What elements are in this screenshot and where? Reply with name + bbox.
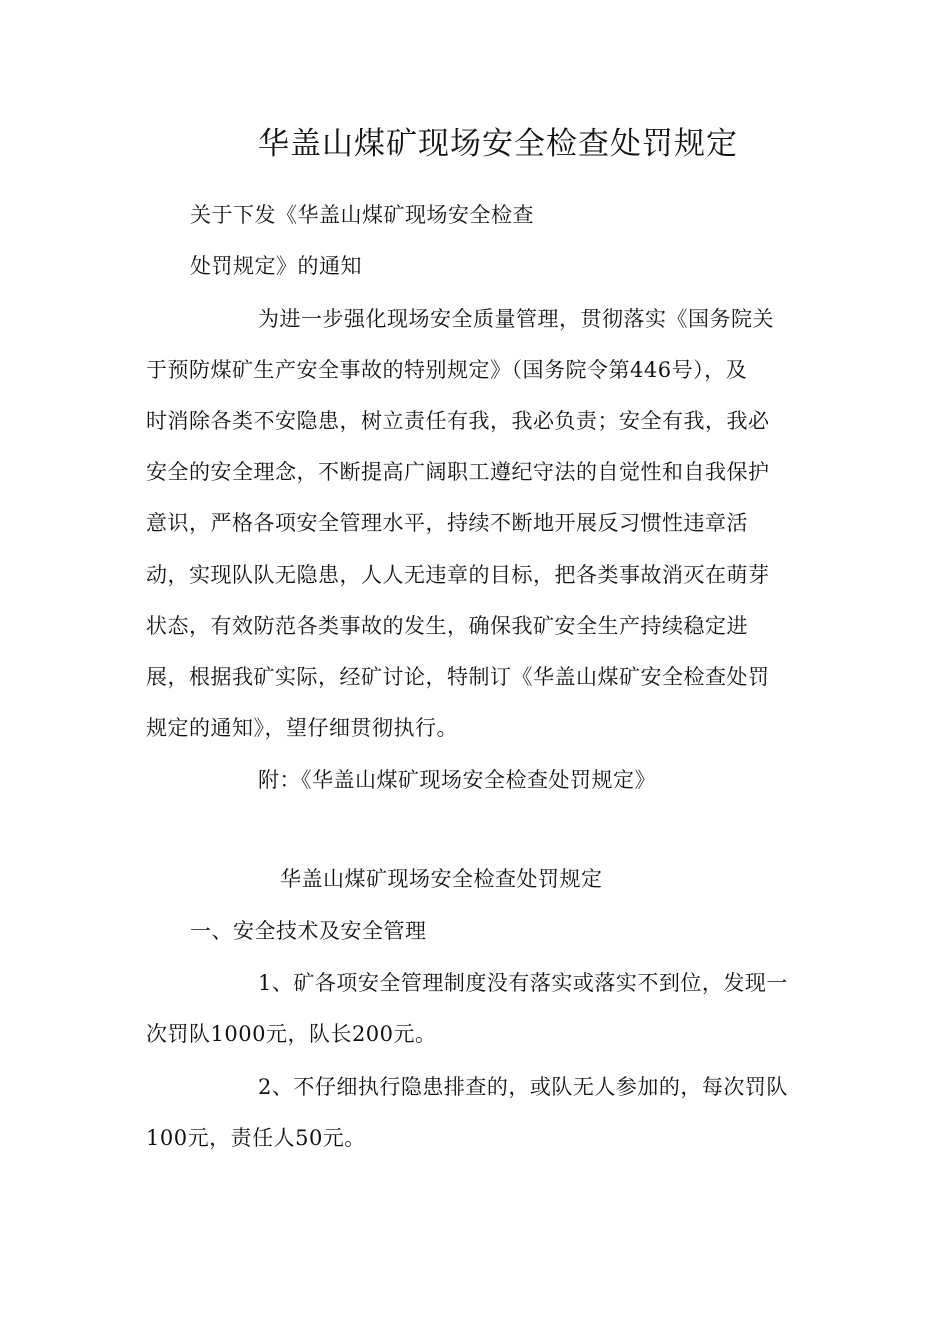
- item-2-line-2: 100元，责任人50元。: [146, 1126, 366, 1150]
- section-1-heading: 一、安全技术及安全管理: [190, 919, 427, 943]
- item-1-line-1: 1、矿各项安全管理制度没有落实或落实不到位，发现一: [258, 971, 788, 995]
- notice-heading-line-1: 关于下发《华盖山煤矿现场安全检查: [190, 203, 534, 227]
- intro-paragraph-line-2: 于预防煤矿生产安全事故的特别规定》（国务院令第446号），及: [146, 358, 748, 382]
- item-2-line-1: 2、不仔细执行隐患排查的，或队无人参加的，每次罚队: [258, 1075, 788, 1099]
- intro-paragraph-line-1: 为进一步强化现场安全质量管理，贯彻落实《国务院关: [258, 307, 774, 331]
- intro-paragraph-line-3: 时消除各类不安隐患，树立责任有我，我必负责；安全有我，我必: [146, 409, 770, 433]
- intro-paragraph-line-5: 意识，严格各项安全管理水平，持续不断地开展反习惯性违章活: [146, 511, 748, 535]
- intro-paragraph-line-9: 规定的通知》，望仔细贯彻执行。: [146, 716, 458, 740]
- intro-paragraph-line-7: 状态，有效防范各类事故的发生，确保我矿安全生产持续稳定进: [146, 614, 748, 638]
- attachment-line: 附：《华盖山煤矿现场安全检查处罚规定》: [258, 768, 656, 792]
- item-1-line-2: 次罚队1000元，队长200元。: [146, 1022, 437, 1046]
- notice-heading-line-2: 处罚规定》的通知: [190, 254, 362, 278]
- intro-paragraph-line-8: 展，根据我矿实际，经矿讨论，特制订《华盖山煤矿安全检查处罚: [146, 665, 770, 689]
- document-title: 华盖山煤矿现场安全检查处罚规定: [258, 126, 738, 162]
- intro-paragraph-line-4: 安全的安全理念，不断提高广阔职工遵纪守法的自觉性和自我保护: [146, 460, 770, 484]
- rules-title: 华盖山煤矿现场安全检查处罚规定: [280, 867, 603, 891]
- intro-paragraph-line-6: 动，实现队队无隐患，人人无违章的目标，把各类事故消灭在萌芽: [146, 563, 770, 587]
